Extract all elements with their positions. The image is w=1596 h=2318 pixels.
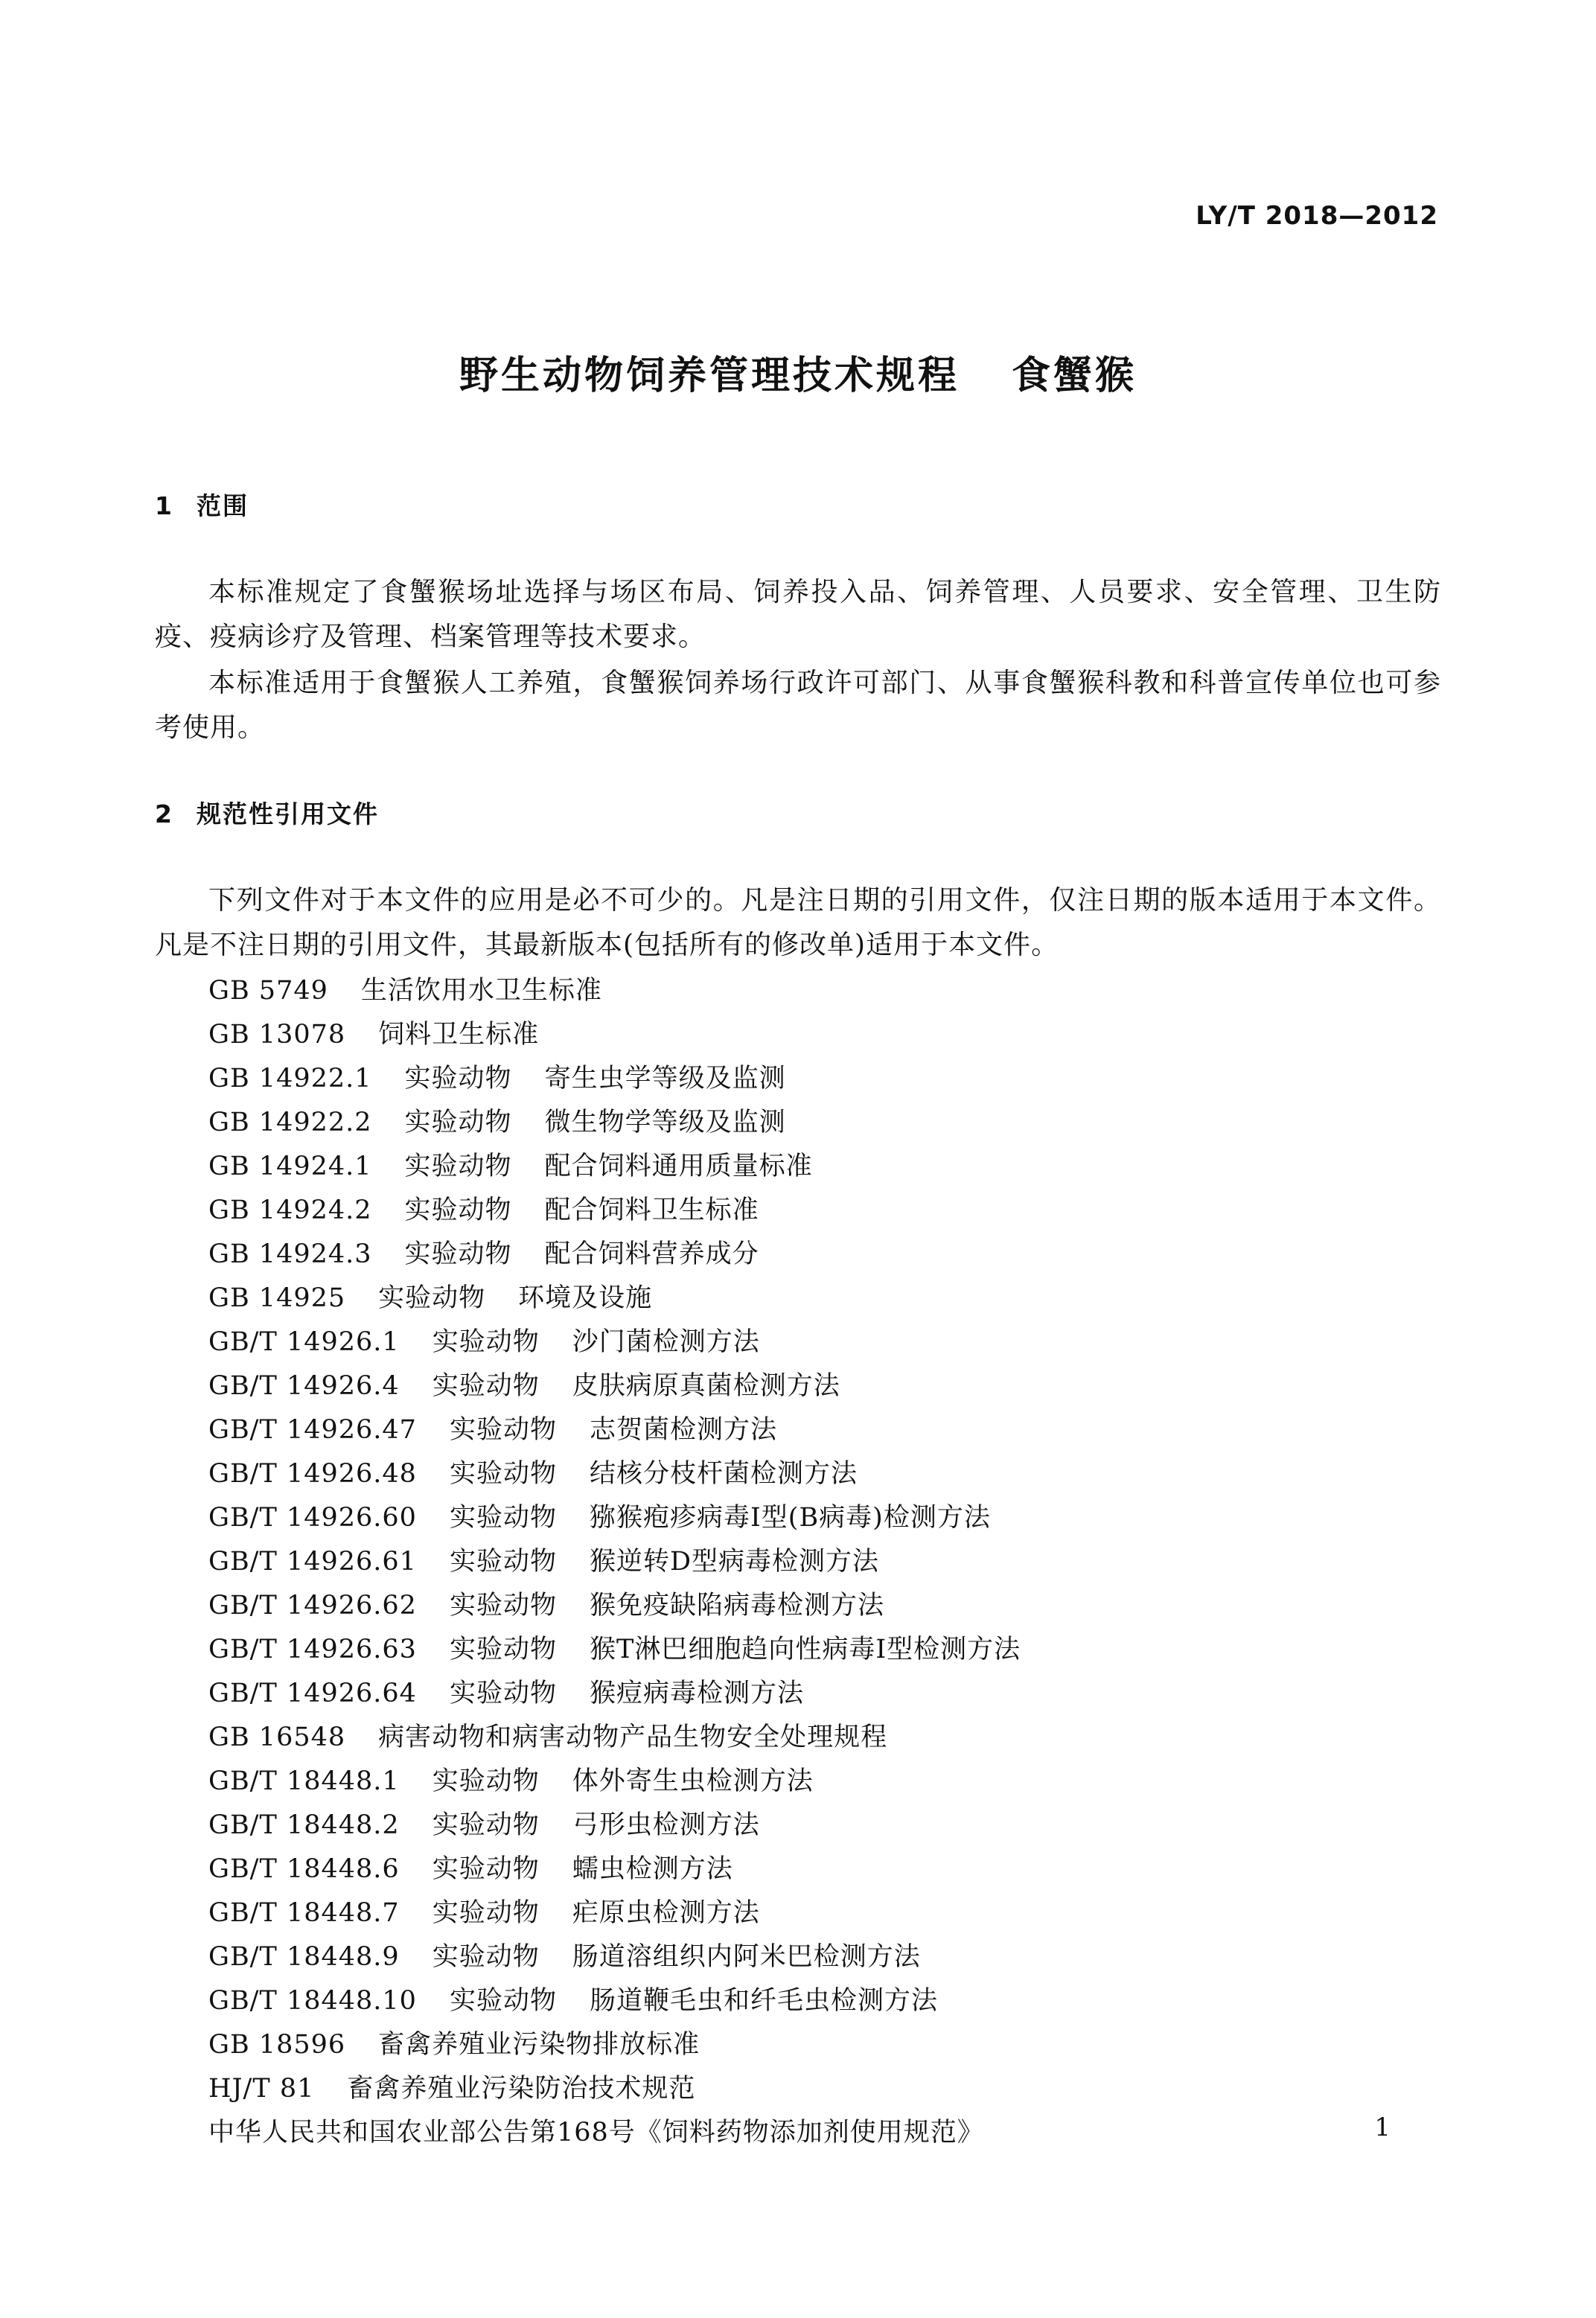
section-heading-normative-references bbox=[155, 795, 379, 830]
reference-category: 实验动物 bbox=[404, 1239, 512, 1269]
reference-category: 实验动物 bbox=[449, 1986, 557, 2016]
reference-title: 猴T淋巴细胞趋向性病毒Ⅰ型检测方法 bbox=[589, 1635, 1021, 1664]
reference-category: 实验动物 bbox=[449, 1547, 557, 1577]
reference-title: 肠道鞭毛虫和纤毛虫检测方法 bbox=[589, 1986, 938, 2016]
reference-title: 猕猴疱疹病毒Ⅰ型(B病毒)检测方法 bbox=[589, 1503, 991, 1533]
reference-code: GB 14924.2 bbox=[208, 1195, 372, 1225]
reference-item bbox=[208, 1321, 1021, 1364]
reference-code: GB/T 14926.64 bbox=[208, 1679, 417, 1708]
reference-category: 实验动物 bbox=[404, 1108, 512, 1137]
title-sub: 食蟹猴 bbox=[1012, 354, 1137, 398]
reference-item bbox=[208, 1979, 1021, 2023]
reference-category: 实验动物 bbox=[449, 1503, 557, 1533]
reference-category: 实验动物 bbox=[404, 1195, 512, 1225]
reference-item bbox=[208, 1145, 1021, 1189]
reference-item bbox=[208, 2111, 1021, 2155]
reference-title: 弓形虫检测方法 bbox=[572, 1810, 760, 1840]
reference-title: 肠道溶组织内阿米巴检测方法 bbox=[572, 1942, 921, 1972]
reference-code: GB 14922.2 bbox=[208, 1108, 372, 1137]
reference-item bbox=[208, 2067, 1021, 2111]
reference-category: 实验动物 bbox=[432, 1810, 540, 1840]
reference-title: 配合饲料营养成分 bbox=[544, 1239, 759, 1269]
reference-item bbox=[208, 1013, 1021, 1057]
reference-category: 实验动物 bbox=[449, 1591, 557, 1621]
reference-title: 畜禽养殖业污染防治技术规范 bbox=[347, 2074, 696, 2104]
reference-category: 实验动物 bbox=[404, 1152, 512, 1181]
reference-title: 猴逆转D型病毒检测方法 bbox=[589, 1547, 880, 1577]
reference-code: GB 14924.3 bbox=[208, 1239, 372, 1269]
reference-code: GB/T 14926.60 bbox=[208, 1503, 417, 1533]
reference-code: GB 14922.1 bbox=[208, 1064, 372, 1093]
reference-category: 实验动物 bbox=[432, 1898, 540, 1928]
section-title: 规范性引用文件 bbox=[197, 799, 379, 828]
reference-category: 实验动物 bbox=[449, 1635, 557, 1664]
reference-category: 实验动物 bbox=[449, 1679, 557, 1708]
reference-category: 实验动物 bbox=[432, 1327, 540, 1357]
reference-item bbox=[208, 1452, 1021, 1496]
reference-category: 实验动物 bbox=[378, 1283, 486, 1313]
scope-paragraph-2: 本标准适用于食蟹猴人工养殖，食蟹猴饲养场行政许可部门、从事食蟹猴科教和科普宣传单位也可参考使用。 bbox=[155, 668, 1441, 743]
reference-code: GB/T 14926.4 bbox=[208, 1371, 400, 1401]
reference-category: 实验动物 bbox=[404, 1064, 512, 1093]
reference-item bbox=[208, 1540, 1021, 1584]
reference-title: 微生物学等级及监测 bbox=[544, 1108, 786, 1137]
reference-item bbox=[208, 1233, 1021, 1277]
reference-item bbox=[208, 1364, 1021, 1408]
reference-code: GB/T 14926.61 bbox=[208, 1547, 417, 1577]
reference-item bbox=[208, 1804, 1021, 1848]
reference-title: 结核分枝杆菌检测方法 bbox=[589, 1459, 858, 1489]
reference-item bbox=[208, 1848, 1021, 1891]
reference-code: GB/T 18448.7 bbox=[208, 1898, 400, 1928]
references-intro-paragraph: 下列文件对于本文件的应用是必不可少的。凡是注日期的引用文件，仅注日期的版本适用于本文件。凡是不注日期的引用文件，其最新版本(包括所有的修改单)适用于本文件。 bbox=[155, 885, 1441, 960]
reference-code: GB 14924.1 bbox=[208, 1152, 372, 1181]
reference-list bbox=[208, 969, 1021, 2155]
reference-code: HJ/T 81 bbox=[208, 2074, 315, 2104]
reference-title: 配合饲料通用质量标准 bbox=[544, 1152, 813, 1181]
reference-title: 志贺菌检测方法 bbox=[589, 1415, 777, 1445]
reference-category: 实验动物 bbox=[432, 1942, 540, 1972]
reference-code: GB/T 18448.2 bbox=[208, 1810, 400, 1840]
reference-item bbox=[208, 1408, 1021, 1452]
section-title: 范围 bbox=[197, 491, 249, 520]
reference-category: 实验动物 bbox=[432, 1766, 540, 1796]
page-number: 1 bbox=[1374, 2113, 1391, 2142]
reference-title: 畜禽养殖业污染物排放标准 bbox=[378, 2030, 700, 2060]
reference-title: 环境及设施 bbox=[518, 1283, 653, 1313]
reference-title: 配合饲料卫生标准 bbox=[544, 1195, 759, 1225]
reference-code: GB/T 14926.1 bbox=[208, 1327, 400, 1357]
reference-title: 饲料卫生标准 bbox=[378, 1020, 540, 1050]
reference-code: GB/T 14926.62 bbox=[208, 1591, 417, 1621]
reference-code: GB/T 18448.1 bbox=[208, 1766, 400, 1796]
standard-code: LY/T 2018—2012 bbox=[1196, 201, 1438, 231]
reference-item bbox=[208, 1672, 1021, 1716]
reference-item bbox=[208, 1057, 1021, 1101]
reference-item bbox=[208, 1760, 1021, 1804]
reference-item bbox=[208, 1277, 1021, 1321]
reference-title: 寄生虫学等级及监测 bbox=[544, 1064, 786, 1093]
reference-title: 皮肤病原真菌检测方法 bbox=[572, 1371, 840, 1401]
reference-category: 实验动物 bbox=[432, 1371, 540, 1401]
reference-title: 蠕虫检测方法 bbox=[572, 1854, 733, 1884]
reference-title: 沙门菌检测方法 bbox=[572, 1327, 760, 1357]
reference-title: 病害动物和病害动物产品生物安全处理规程 bbox=[378, 1722, 888, 1752]
reference-item bbox=[208, 1628, 1021, 1672]
section-number: 2 bbox=[155, 799, 173, 828]
reference-item bbox=[208, 1891, 1021, 1935]
reference-code: GB/T 18448.6 bbox=[208, 1854, 400, 1884]
reference-item bbox=[208, 1189, 1021, 1233]
reference-code: GB/T 18448.10 bbox=[208, 1986, 417, 2016]
reference-code: 中华人民共和国农业部公告第168号《饲料药物添加剂使用规范》 bbox=[208, 2118, 984, 2148]
reference-code: GB 14925 bbox=[208, 1283, 346, 1313]
reference-item bbox=[208, 2023, 1021, 2067]
reference-title: 猴免疫缺陷病毒检测方法 bbox=[589, 1591, 884, 1621]
reference-code: GB 16548 bbox=[208, 1722, 346, 1752]
reference-code: GB 13078 bbox=[208, 1020, 346, 1050]
reference-title: 疟原虫检测方法 bbox=[572, 1898, 760, 1928]
reference-code: GB/T 18448.9 bbox=[208, 1942, 400, 1972]
reference-code: GB 18596 bbox=[208, 2030, 346, 2060]
reference-item bbox=[208, 1101, 1021, 1145]
reference-category: 实验动物 bbox=[449, 1415, 557, 1445]
reference-item bbox=[208, 1496, 1021, 1540]
reference-code: GB 5749 bbox=[208, 976, 328, 1006]
reference-title: 猴痘病毒检测方法 bbox=[589, 1679, 804, 1708]
reference-code: GB/T 14926.47 bbox=[208, 1415, 417, 1445]
reference-item bbox=[208, 1716, 1021, 1760]
reference-category: 实验动物 bbox=[432, 1854, 540, 1884]
reference-item bbox=[208, 969, 1021, 1013]
section-heading-scope bbox=[155, 487, 249, 522]
reference-title: 体外寄生虫检测方法 bbox=[572, 1766, 814, 1796]
title-main: 野生动物饲养管理技术规程 bbox=[459, 354, 960, 398]
reference-item bbox=[208, 1584, 1021, 1628]
reference-code: GB/T 14926.63 bbox=[208, 1635, 417, 1664]
reference-title: 生活饮用水卫生标准 bbox=[360, 976, 602, 1006]
reference-code: GB/T 14926.48 bbox=[208, 1459, 417, 1489]
section-number: 1 bbox=[155, 491, 173, 520]
reference-category: 实验动物 bbox=[449, 1459, 557, 1489]
document-title bbox=[0, 344, 1596, 400]
reference-item bbox=[208, 1935, 1021, 1979]
scope-paragraph-1: 本标准规定了食蟹猴场址选择与场区布局、饲养投入品、饲养管理、人员要求、安全管理、卫生防疫、疫病诊疗及管理、档案管理等技术要求。 bbox=[155, 577, 1441, 652]
